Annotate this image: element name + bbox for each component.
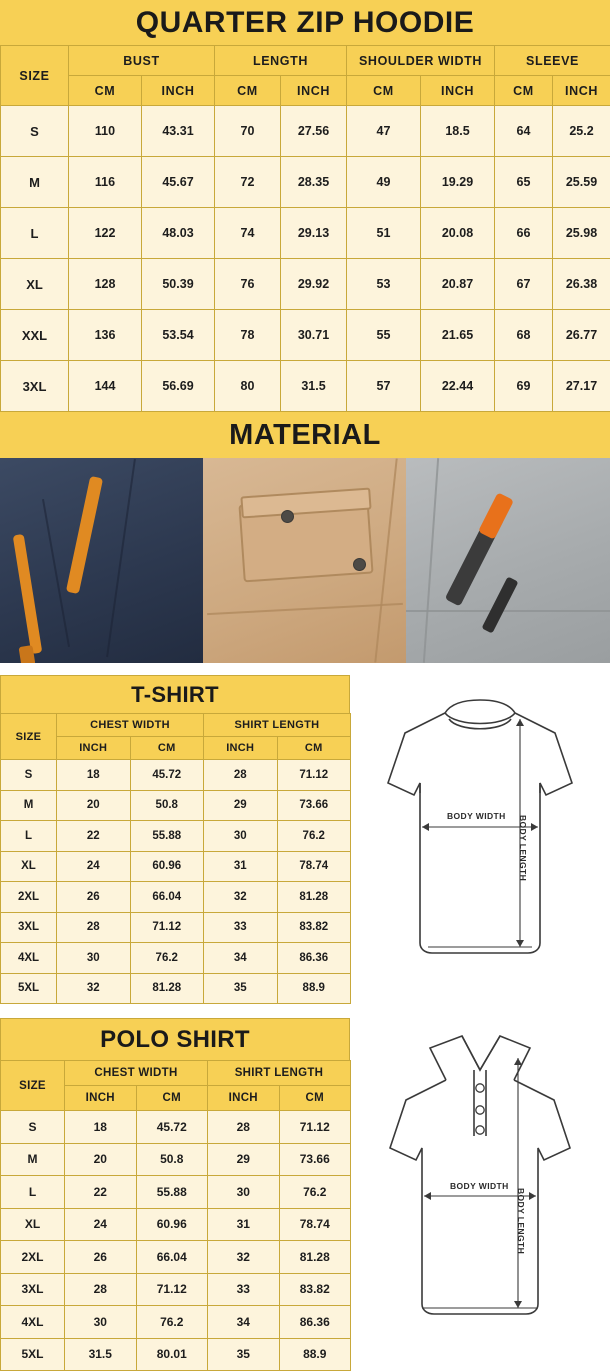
cell-value: 71.12 [277,760,351,791]
unit-sleeve-cm: CM [495,76,553,106]
unit-length-cm: CM [279,1086,351,1111]
cell-value: 86.36 [277,943,351,974]
cell-value: 27.56 [281,106,347,157]
cell-value: 19.29 [421,157,495,208]
unit-length-inch: INCH [208,1086,280,1111]
table-header-group-row [1,46,610,76]
cell-value: 21.65 [421,310,495,361]
unit-shoulder-cm: CM [347,76,421,106]
cell-value: 50.8 [136,1143,208,1176]
cell-size: XL [1,259,69,310]
cell-value: 55 [347,310,421,361]
unit-length-cm: CM [277,737,351,760]
cell-value: 60.96 [130,851,204,882]
cell-value: 26.38 [553,259,610,310]
cell-value: 78.74 [279,1208,351,1241]
cell-value: 29.92 [281,259,347,310]
cell-value: 29 [208,1143,280,1176]
cell-value: 76.2 [279,1176,351,1209]
cell-value: 26.77 [553,310,610,361]
cell-value: 24 [65,1208,137,1241]
unit-length-cm: CM [215,76,281,106]
cell-value: 18 [65,1111,137,1144]
table-row [1,106,610,157]
label-body-width: BODY WIDTH [450,1181,509,1191]
cell-value: 47 [347,106,421,157]
cell-value: 60.96 [136,1208,208,1241]
cell-value: 28.35 [281,157,347,208]
cell-value: 73.66 [277,790,351,821]
table-row [1,1306,351,1339]
cell-value: 22 [65,1176,137,1209]
cell-value: 34 [208,1306,280,1339]
header-bust: BUST [69,46,215,76]
polo-section-title: POLO SHIRT [0,1018,350,1060]
zipper-tail-icon [481,576,518,633]
cell-size: XXL [1,310,69,361]
cell-value: 32 [57,973,131,1004]
cell-value: 81.28 [130,973,204,1004]
cell-value: 35 [208,1338,280,1371]
unit-shoulder-inch: INCH [421,76,495,106]
unit-chest-inch: INCH [57,737,131,760]
table-row [1,1176,351,1209]
material-section-title: MATERIAL [0,412,610,458]
cell-value: 31.5 [281,361,347,412]
cell-value: 110 [69,106,142,157]
table-row [1,157,610,208]
cell-value: 33 [204,912,278,943]
table-row [1,882,351,913]
cell-value: 66 [495,208,553,259]
cell-value: 128 [69,259,142,310]
cell-size: 5XL [1,1338,65,1371]
hoodie-section-title: QUARTER ZIP HOODIE [0,0,610,45]
header-shirt-length: SHIRT LENGTH [208,1061,351,1086]
cell-value: 30 [57,943,131,974]
cell-value: 49 [347,157,421,208]
cell-value: 65 [495,157,553,208]
tshirt-outline-icon [350,675,610,1005]
table-row [1,1143,351,1176]
cell-value: 136 [69,310,142,361]
divider [0,663,610,675]
cell-value: 66.04 [130,882,204,913]
cell-value: 28 [65,1273,137,1306]
table-row [1,973,351,1004]
seam-line-icon [207,603,403,615]
cell-value: 71.12 [279,1111,351,1144]
cell-size: 3XL [1,1273,65,1306]
table-row [1,1111,351,1144]
table-header-group-row [1,1061,351,1086]
snap-button-icon [281,510,294,523]
cell-value: 68 [495,310,553,361]
cell-size: 3XL [1,361,69,412]
navy-hoodie-drawstring-detail [0,458,203,663]
table-row [1,1273,351,1306]
cell-value: 66.04 [136,1241,208,1274]
cell-value: 76.2 [277,821,351,852]
seam-line-icon [374,458,397,662]
cell-value: 76 [215,259,281,310]
header-sleeve: SLEEVE [495,46,610,76]
unit-chest-cm: CM [130,737,204,760]
label-body-width: BODY WIDTH [447,811,506,821]
cell-value: 70 [215,106,281,157]
snap-button-icon [353,558,366,571]
material-photo-strip [0,458,610,663]
cell-value: 51 [347,208,421,259]
cell-value: 45.72 [130,760,204,791]
cell-value: 27.17 [553,361,610,412]
tan-hoodie-pocket-detail [203,458,406,663]
unit-length-inch: INCH [204,737,278,760]
cell-value: 76.2 [130,943,204,974]
cell-value: 72 [215,157,281,208]
cell-value: 29 [204,790,278,821]
cell-value: 53 [347,259,421,310]
cell-value: 33 [208,1273,280,1306]
cell-size: 2XL [1,1241,65,1274]
cell-value: 86.36 [279,1306,351,1339]
cell-value: 26 [57,882,131,913]
header-size: SIZE [1,714,57,760]
unit-sleeve-inch: INCH [553,76,610,106]
cell-size: 5XL [1,973,57,1004]
table-row [1,912,351,943]
header-length: LENGTH [215,46,347,76]
cell-value: 55.88 [136,1176,208,1209]
cell-size: 3XL [1,912,57,943]
tshirt-measure-diagram [350,675,610,1004]
polo-outline-icon [350,1018,610,1338]
cell-value: 81.28 [277,882,351,913]
table-row [1,259,610,310]
cell-value: 20.87 [421,259,495,310]
table-row [1,790,351,821]
cell-size: M [1,157,69,208]
cell-size: L [1,821,57,852]
table-header-unit-row [1,76,610,106]
cell-value: 78.74 [277,851,351,882]
table-row [1,1208,351,1241]
cell-size: S [1,106,69,157]
table-row [1,208,610,259]
label-body-length: BODY LENGTH [518,815,528,881]
cell-value: 81.28 [279,1241,351,1274]
cell-value: 80.01 [136,1338,208,1371]
cell-value: 31 [204,851,278,882]
cell-value: 67 [495,259,553,310]
unit-bust-cm: CM [69,76,142,106]
cell-value: 53.54 [142,310,215,361]
cell-value: 25.59 [553,157,610,208]
table-row [1,760,351,791]
cell-value: 28 [204,760,278,791]
cell-value: 31.5 [65,1338,137,1371]
cell-value: 45.67 [142,157,215,208]
cell-value: 28 [208,1111,280,1144]
seam-line-icon [106,459,136,657]
cell-value: 57 [347,361,421,412]
cell-value: 25.98 [553,208,610,259]
cell-value: 26 [65,1241,137,1274]
table-header-group-row [1,714,351,737]
table-row [1,310,610,361]
unit-bust-inch: INCH [142,76,215,106]
cell-value: 83.82 [279,1273,351,1306]
cell-value: 78 [215,310,281,361]
cell-size: S [1,760,57,791]
tshirt-size-table [0,713,351,1004]
cell-value: 56.69 [142,361,215,412]
unit-length-inch: INCH [281,76,347,106]
cell-value: 122 [69,208,142,259]
cell-value: 32 [208,1241,280,1274]
cell-value: 71.12 [130,912,204,943]
table-row [1,1241,351,1274]
cell-size: M [1,790,57,821]
cell-value: 30 [204,821,278,852]
cell-size: L [1,208,69,259]
header-shirt-length: SHIRT LENGTH [204,714,351,737]
cell-value: 30 [65,1306,137,1339]
cell-value: 30 [208,1176,280,1209]
seam-line-icon [423,458,439,663]
cell-value: 116 [69,157,142,208]
polo-section [0,1018,610,1371]
label-body-length: BODY LENGTH [516,1188,526,1254]
cell-value: 71.12 [136,1273,208,1306]
polo-measure-diagram [350,1018,610,1371]
cell-value: 30.71 [281,310,347,361]
table-row [1,851,351,882]
cell-size: S [1,1111,65,1144]
cell-value: 88.9 [277,973,351,1004]
cell-size: 4XL [1,943,57,974]
cell-value: 34 [204,943,278,974]
cell-value: 25.2 [553,106,610,157]
header-size: SIZE [1,1061,65,1111]
cord-tip-icon [19,645,36,663]
cell-size: XL [1,1208,65,1241]
cell-value: 88.9 [279,1338,351,1371]
cell-size: XL [1,851,57,882]
drawstring-cord-icon [66,476,103,594]
tshirt-section-title: T-SHIRT [0,675,350,713]
unit-chest-inch: INCH [65,1086,137,1111]
zipper-accent-icon [478,492,514,539]
seam-line-icon [42,499,70,647]
cell-value: 22.44 [421,361,495,412]
table-row [1,1338,351,1371]
cell-value: 55.88 [130,821,204,852]
cell-value: 73.66 [279,1143,351,1176]
tshirt-section [0,675,610,1004]
cell-size: M [1,1143,65,1176]
cell-value: 22 [57,821,131,852]
cell-value: 50.39 [142,259,215,310]
cell-value: 29.13 [281,208,347,259]
cell-value: 31 [208,1208,280,1241]
cell-value: 74 [215,208,281,259]
cell-value: 35 [204,973,278,1004]
grey-hoodie-zipper-detail [406,458,610,663]
cell-value: 69 [495,361,553,412]
cell-value: 18.5 [421,106,495,157]
cell-value: 28 [57,912,131,943]
header-size: SIZE [1,46,69,106]
cell-value: 76.2 [136,1306,208,1339]
table-row [1,821,351,852]
table-row [1,943,351,974]
divider [0,1004,610,1018]
cell-value: 80 [215,361,281,412]
hoodie-size-table [0,45,610,412]
cell-value: 83.82 [277,912,351,943]
header-chest-width: CHEST WIDTH [57,714,204,737]
header-shoulder-width: SHOULDER WIDTH [347,46,495,76]
cell-value: 20 [57,790,131,821]
cell-value: 45.72 [136,1111,208,1144]
cell-value: 20 [65,1143,137,1176]
cell-value: 18 [57,760,131,791]
cell-value: 48.03 [142,208,215,259]
cell-value: 50.8 [130,790,204,821]
cell-size: 2XL [1,882,57,913]
cell-value: 43.31 [142,106,215,157]
cell-size: L [1,1176,65,1209]
cell-value: 64 [495,106,553,157]
cell-value: 144 [69,361,142,412]
seam-line-icon [406,610,610,612]
cell-value: 24 [57,851,131,882]
table-row [1,361,610,412]
cell-value: 20.08 [421,208,495,259]
header-chest-width: CHEST WIDTH [65,1061,208,1086]
polo-size-table [0,1060,351,1371]
drawstring-cord-icon [13,534,43,654]
cell-size: 4XL [1,1306,65,1339]
cell-value: 32 [204,882,278,913]
unit-chest-cm: CM [136,1086,208,1111]
